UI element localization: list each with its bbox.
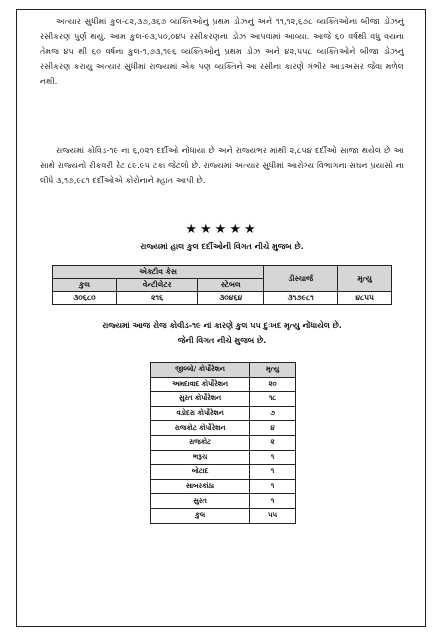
death-count: ૧૮	[250, 392, 296, 407]
deaths-caption-sub: જેની વિગત નીચે મુજબ છે.	[177, 336, 267, 345]
page-border	[16, 9, 426, 627]
district-name: સુરત કોર્પોરેશન	[151, 392, 250, 407]
table-row	[151, 377, 296, 392]
death-count: ૧	[250, 450, 296, 465]
active-cases-table	[52, 265, 392, 305]
death-count: ૧	[250, 465, 296, 480]
stable-value: ૩૦૪૬૪	[198, 292, 264, 305]
active-cases-caption: રાજ્યમાં હાલ કુલ દર્દીઓની વિગત નીચે મુજબ છે.	[140, 242, 304, 251]
stable-header: સ્ટેબલ	[198, 279, 264, 292]
death-count: ૨૦	[250, 377, 296, 392]
table-row	[151, 479, 296, 494]
district-name: સુરત	[151, 494, 250, 509]
district-name: બોટાદ	[151, 465, 250, 480]
district-name: રાજકોટ	[151, 435, 250, 450]
death-count: ૭	[250, 406, 296, 421]
table-row-total	[151, 508, 296, 523]
ventilator-header: વેન્ટીલેટર	[116, 279, 198, 292]
district-name: વડોદરા કોર્પોરેશન	[151, 406, 250, 421]
star-separator: ★★★★★	[185, 222, 259, 237]
table-row	[151, 465, 296, 480]
death-count: ૪	[250, 421, 296, 436]
active-cases-group-header: એક્ટીવ કેસ	[53, 266, 264, 279]
death-count: ૧	[250, 479, 296, 494]
district-name: સાબરકાંઠા	[151, 479, 250, 494]
table-row	[151, 494, 296, 509]
ventilator-value: ૨૧૬	[116, 292, 198, 305]
table-row	[151, 392, 296, 407]
district-deaths-table	[150, 362, 296, 524]
total-header: કુલ	[53, 279, 117, 292]
district-name: રાજકોટ કોર્પોરેશન	[151, 421, 250, 436]
total-label: કુલ	[151, 508, 250, 523]
district-header: જીલ્લો/ કોર્પોરેશન	[151, 363, 250, 378]
death-count: ૧	[250, 494, 296, 509]
deaths-value: ૪૮૫૫	[338, 292, 392, 305]
table-row	[151, 450, 296, 465]
death-count: ૨	[250, 435, 296, 450]
deaths-count-header: મૃત્યુ	[250, 363, 296, 378]
discharge-value: ૩૧૭૯૮૧	[264, 292, 338, 305]
table-row	[151, 406, 296, 421]
vaccination-paragraph: અત્યાર સુધીમાં કુલ-૮૨,૩૭,૩૬૭ વ્યક્તિઓનું પ્રથમ ડોઝનું અને ૧૧,૧૨,૬૭૮ વ્યક્તિઓના બીજા ડોઝનું રસીકરણ પુર્ણ થયું. આમ કુલ-૯૩,૫૦,૦૪૫ રસીકરણના ડોઝ આપવામાં આવ્યા. આજે ૬૦ વર્ષથી વધુ વયના તેમજ ૪૫ થી ૬૦ વર્ષના કુલ-૧,૭૩,૧૯૬ વ્યક્તિઓનું પ્રથમ ડોઝ અને ૪૨,૫૫૮ વ્યક્તિઓને બીજા ડોઝનું રસીકરણ કરાયુ અત્યાર સુધીમાં રાજ્યમાં એક પણ વ્યક્તિને આ રસીના કારણે ગંભીર આડઅસર જેવા મળેલ નથી.	[40, 16, 404, 86]
total-value: ૩૦૬૮૦	[53, 292, 117, 305]
table-row	[151, 421, 296, 436]
district-name: અમદાવાદ કોર્પોરેશન	[151, 377, 250, 392]
deaths-header: મૃત્યુ	[338, 266, 392, 292]
covid-cases-paragraph: રાજ્યમાં કોવિડ-૧૯ ના ૬,૦૨૧ દર્દીઓ નોંધાયા છે અને રાજ્યભર માંથી ૨,૮૫૪ દર્દીઓ સાજા થયેલ છે આ સાથે રાજ્યનો રીકવરી રેટ ૮૯.૯૫ ટકા જેટલો છે. રાજ્યમાં અત્યાર સુધીમાં આરોગ્ય વિભાગના સઘન પ્રયાસો ના લીધે ૩,૧૭,૯૮૧ દર્દીઓએ કોરોનાને મ્હાત આપી છે.	[40, 145, 404, 185]
deaths-caption: રાજ્યમાં આજ રોજ કોવીડ-૧૯ નાં કારણે કુલ ૫૫ દુઃખદ મૃત્યુ નોંધાયેલ છે.	[102, 321, 342, 330]
table-row	[53, 292, 392, 305]
discharge-header: ડીસ્ચાર્જ	[264, 266, 338, 292]
district-name: ભરૂચ	[151, 450, 250, 465]
total-count: ૫૫	[250, 508, 296, 523]
table-row	[151, 435, 296, 450]
